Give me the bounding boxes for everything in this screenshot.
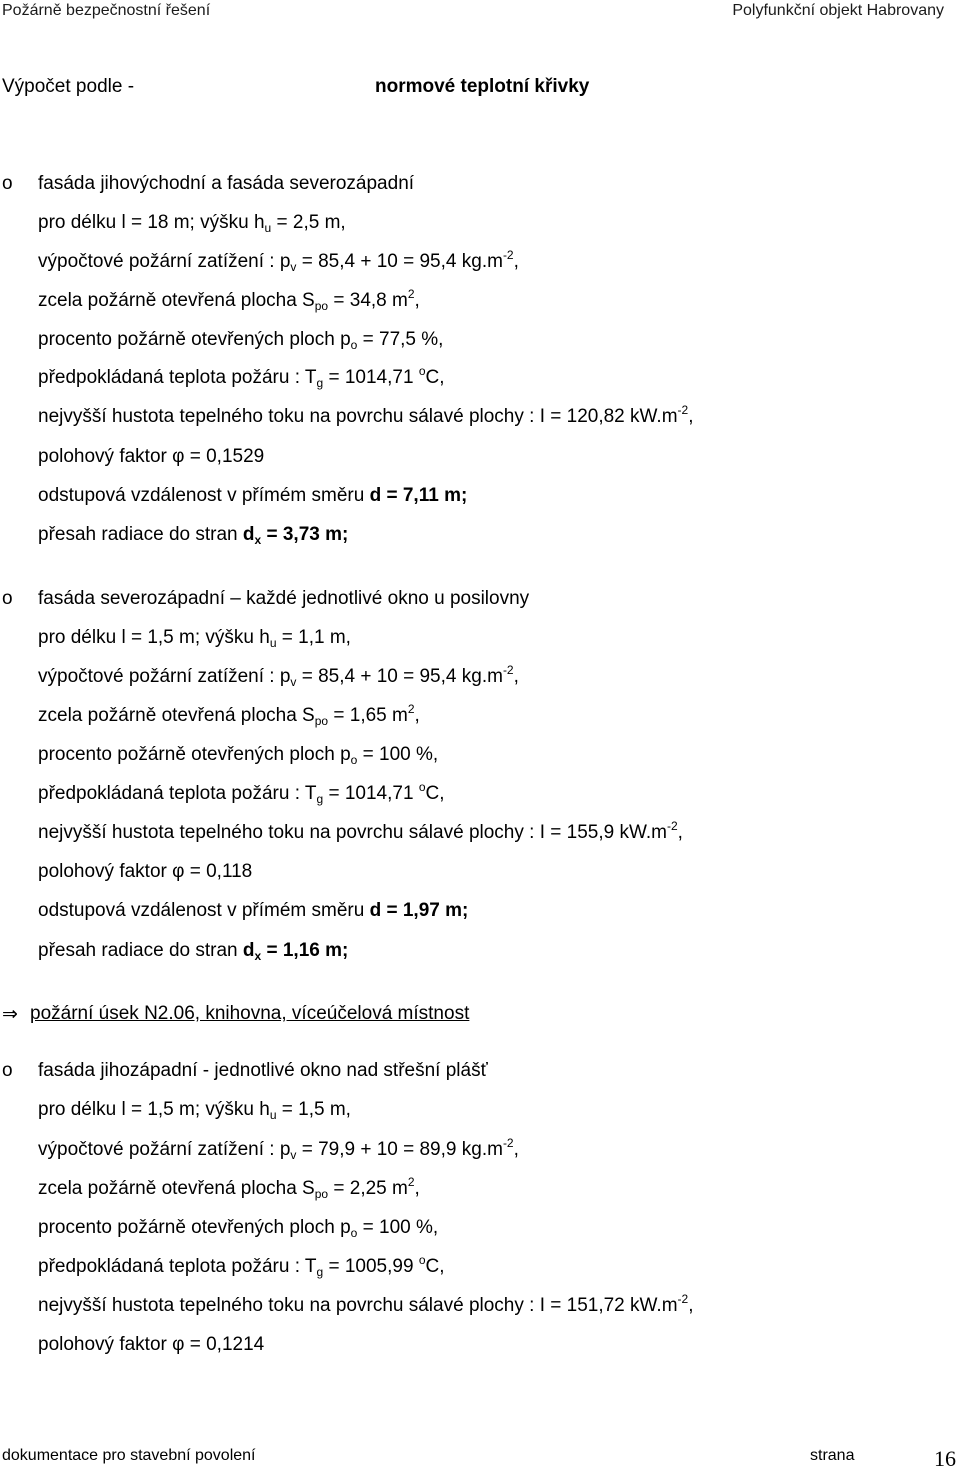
header-left: Požárně bezpečnostní řešení	[2, 2, 211, 19]
s2-temperature: předpokládaná teplota požáru : $T_g = 1014,71$ $^o$C,	[38, 780, 445, 806]
s3-fire-load: výpočtové požární zatížení : $p_v = 79,9 + 10 = 89,9$ $kg.m^{-2}$,	[38, 1136, 519, 1162]
s1-heading: fasáda jihovýchodní a fasáda severozápadní	[38, 173, 415, 194]
footer-left: dokumentace pro stavební povolení	[2, 1447, 256, 1464]
s2-overlap: přesah radiace do stran $d_x = 1,16$ m;	[38, 940, 349, 963]
s3-length-height: pro délku l = 1,5 m; výšku $h_u = 1,5$ m,	[38, 1099, 351, 1122]
bullet-3: o	[2, 1060, 13, 1081]
s1-temperature: předpokládaná teplota požáru : $T_g = 1014,71$ $^o$C,	[38, 364, 445, 390]
page-number: 16	[934, 1446, 956, 1471]
s2-distance: odstupová vzdálenost v přímém směru d = 1,97 m;	[38, 900, 469, 921]
s3-open-area: zcela požárně otevřená plocha $S_{po} = 2,25$ $m^2$,	[38, 1175, 420, 1201]
title-main: normové teplotní křivky	[375, 76, 590, 97]
s3-heading: fasáda jihozápadní - jednotlivé okno nad střešní plášť	[38, 1060, 488, 1081]
s3-temperature: předpokládaná teplota požáru : $T_g = 1005,99$ $^o$C,	[38, 1253, 445, 1279]
footer-page-label: strana	[810, 1447, 855, 1464]
s1-fire-load: výpočtové požární zatížení : $p_v = 85,4 + 10 = 95,4$ $kg.m^{-2}$,	[38, 248, 519, 274]
s1-open-area: zcela požárně otevřená plocha $S_{po} = 34,8$ $m^2$,	[38, 287, 420, 313]
s3-open-percent: procento požárně otevřených ploch $p_o = 100$ %,	[38, 1217, 439, 1240]
bullet-1: o	[2, 173, 13, 194]
section-heading: požární úsek N2.06, knihovna, víceúčelová místnost	[30, 1003, 470, 1024]
s3-position-factor: polohový faktor φ = 0,1214	[38, 1334, 265, 1355]
header-right: Polyfunkční objekt Habrovany	[732, 2, 944, 19]
s1-distance: odstupová vzdálenost v přímém směru d = 7,11 m;	[38, 485, 468, 506]
s1-overlap: přesah radiace do stran $d_x = 3,73$ m;	[38, 524, 349, 547]
s1-position-factor: polohový faktor φ = 0,1529	[38, 446, 265, 467]
s2-open-area: zcela požárně otevřená plocha $S_{po} = 1,65$ $m^2$,	[38, 702, 420, 728]
s1-heat-flux: nejvyšší hustota tepelného toku na povrchu sálavé plochy : I = 120,82 $kW.m^{-2}$,	[38, 403, 694, 427]
s1-open-percent: procento požárně otevřených ploch $p_o = 77,5$ %,	[38, 329, 444, 352]
s2-heat-flux: nejvyšší hustota tepelného toku na povrchu sálavé plochy : I = 155,9 $kW.m^{-2}$,	[38, 819, 683, 843]
s2-heading: fasáda severozápadní – každé jednotlivé okno u posilovny	[38, 588, 530, 609]
s2-open-percent: procento požárně otevřených ploch $p_o = 100$ %,	[38, 744, 439, 767]
s3-heat-flux: nejvyšší hustota tepelného toku na povrchu sálavé plochy : I = 151,72 $kW.m^{-2}$,	[38, 1292, 694, 1316]
arrow-icon: ⇒	[2, 1004, 18, 1025]
s2-fire-load: výpočtové požární zatížení : $p_v = 85,4 + 10 = 95,4$ $kg.m^{-2}$,	[38, 663, 519, 689]
s1-length-height: pro délku l = 18 m; výšku $h_u = 2,5$ m,	[38, 212, 346, 235]
title-prefix: Výpočet podle -	[2, 76, 135, 97]
bullet-2: o	[2, 588, 13, 609]
s2-length-height: pro délku l = 1,5 m; výšku $h_u = 1,1$ m,	[38, 627, 351, 650]
s2-position-factor: polohový faktor φ = 0,118	[38, 861, 253, 882]
